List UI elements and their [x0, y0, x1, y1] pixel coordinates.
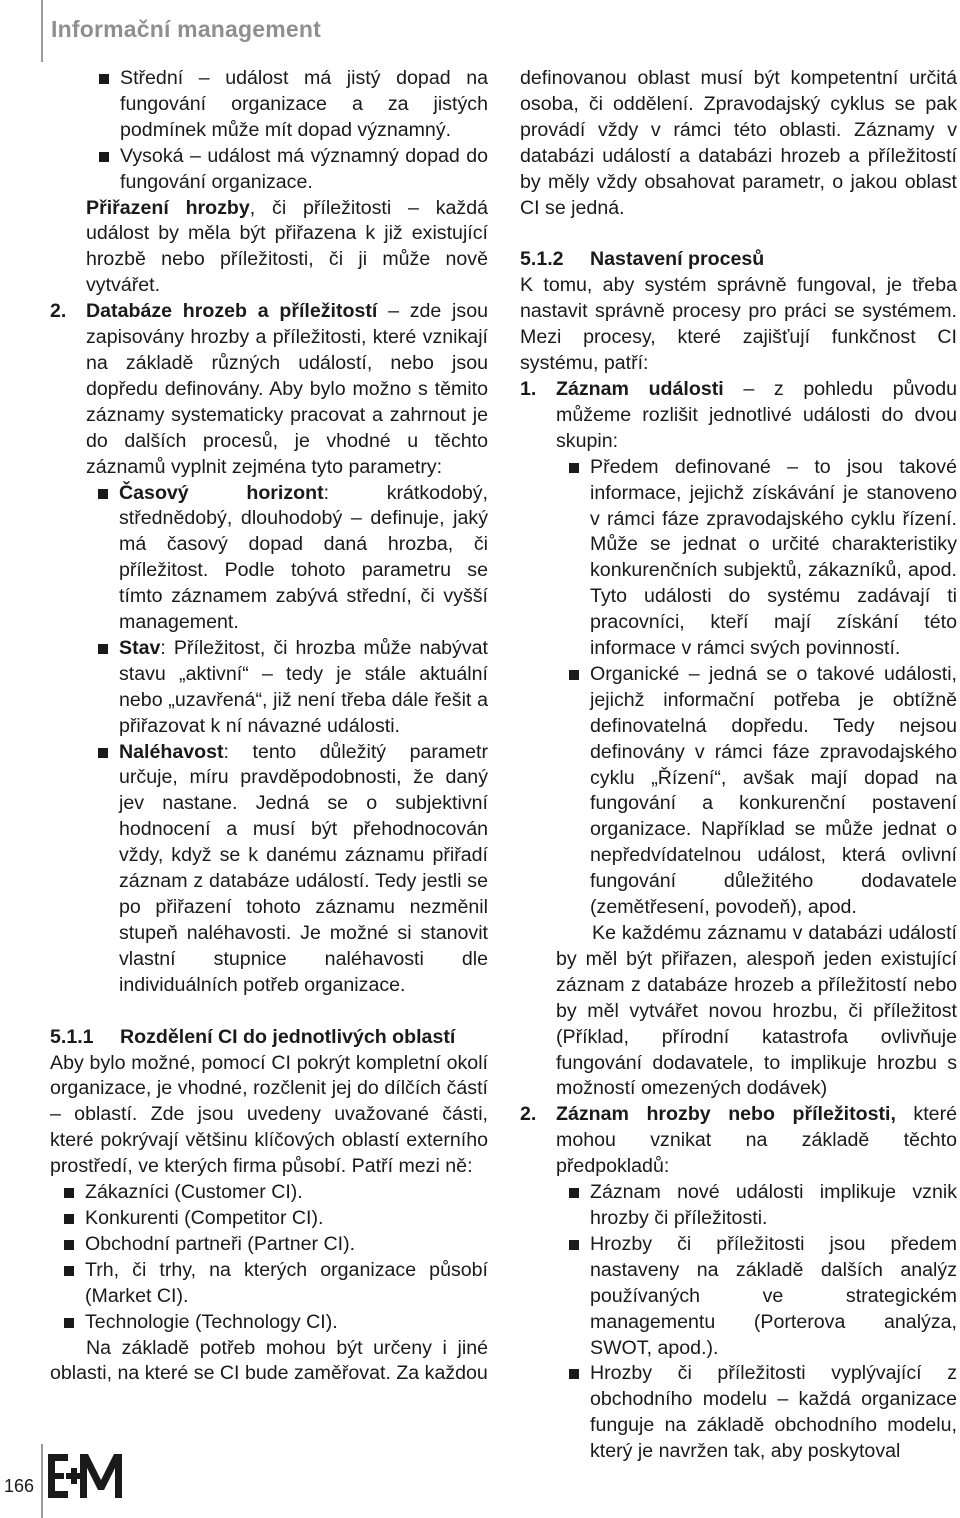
list-item: Vysoká – událost má významný dopad do fungování organizace.	[120, 144, 488, 196]
assignment-text: , či příležitosti – každá událost by měla být přiřazena k již existující hrozbě nebo příležitosti, či ji může nově vytvářet.	[86, 196, 488, 297]
continuation-paragraph: definovanou oblast musí být kompetentní určitá osoba, či oddělení. Zpravodajský cyklus se pak provádí vždy v rámci této oblasti. Záznamy v databázi událostí a databázi hrozeb a příležitostí by měly vždy obsahovat parametr, o jakou oblast CI se jedná.	[520, 67, 957, 219]
list-item: Hrozby či příležitosti jsou předem nastaveny na základě dalších analýz používaných ve strategickém managementu (Porterova analýza, SWOT, apod.).	[590, 1232, 957, 1362]
database-term: Databáze hrozeb a příležitostí	[86, 300, 378, 323]
list-item: Technologie (Technology CI).	[85, 1310, 488, 1336]
list-item: Trh, či trhy, na kterých organizace působí (Market CI).	[85, 1258, 488, 1310]
item-number: 1.	[520, 377, 537, 400]
section-number: 5.1.1	[50, 1025, 94, 1048]
parameter-term: Časový horizont	[119, 481, 324, 504]
page-number: 166	[3, 1476, 35, 1496]
left-column	[50, 66, 488, 1387]
closing-paragraph: Na základě potřeb mohou být určeny i jiné oblasti, na které se CI bude zaměřovat. Za každou	[50, 1336, 488, 1385]
section-title: Rozdělení CI do jednotlivých oblastí	[120, 1025, 456, 1048]
parameter-text: : tento důležitý parametr určuje, míru pravděpodobnosti, že daný jev nastane. Jedná se o subjektivní hodnocení a musí být přehodnocován vždy, když se k danému záznamu přiřadí záznam z databáze událostí. Tedy jestli se po přiřazení tohoto záznamu nezměnil stupeň naléhavosti. Je možné si stanovit vlastní stupnice naléhavosti dle individuálních potřeb organizace.	[119, 740, 488, 996]
parameter-term: Stav	[119, 636, 161, 659]
footer-rule	[41, 1444, 43, 1518]
running-header: Informační management	[51, 16, 322, 42]
section-body: K tomu, aby systém správně fungoval, je třeba nastavit správně procesy pro práci se systémem. Mezi procesy, které zajišťují funkčnost CI systému, patří:	[520, 274, 957, 375]
database-text: – zde jsou zapisovány hrozby a příležitosti, které vznikají na základě různých událostí, nebo jsou dopředu definovány. Aby bylo možno s těmito záznamy systematicky pracovat a zahrnout je do dalších procesů, je vhodné u těchto záznamů vyplnit zejména tyto parametry:	[86, 300, 488, 478]
parameter-item	[119, 481, 488, 636]
list-item: Hrozby či příležitosti vyplývající z obchodního modelu – každá organizace funguje na základě obchodního modelu, který je navržen tak, aby poskytoval	[590, 1361, 957, 1465]
parameter-term: Naléhavost	[119, 740, 224, 763]
section-body: Aby bylo možné, pomocí CI pokrýt kompletní okolí organizace, je vhodné, rozčlenit jej do dílčích částí – oblastí. Zde jsou uvedeny uvažované části, které pokrývají většinu klíčových oblastí externího prostředí, ve kterých firma působí. Patří mezi ně:	[50, 1051, 488, 1178]
section-number: 5.1.2	[520, 248, 564, 271]
assignment-term: Přiřazení hrozby	[86, 196, 250, 219]
parameter-item	[119, 636, 488, 740]
threat-record-term: Záznam hrozby nebo příležitosti,	[556, 1103, 896, 1126]
event-record-term: Záznam události	[556, 377, 724, 400]
right-column	[520, 66, 957, 1465]
event-record-after: Ke každému záznamu v databázi událostí by měl být přiřazen, alespoň jeden existující záznam z databáze hrozeb a příležitostí nebo by měl vytvářet novou hrozbu, či příležitost (Příklad, přírodní katastrofa ovlivňuje fungování dodavatele, to implikuje hrozbu s možností omezených dodávek)	[556, 922, 957, 1100]
item-number: 2.	[50, 300, 67, 323]
item-number: 2.	[520, 1103, 537, 1126]
parameter-text: : krátkodobý, střednědobý, dlouhodobý – definuje, jaký má časový dopad daná hrozba, či příležitost. Podle tohoto parametru se tímto záznamem zabývá střední, či vyšší management.	[119, 481, 488, 634]
section-title: Nastavení procesů	[590, 248, 765, 271]
list-item: Konkurenti (Competitor CI).	[85, 1206, 488, 1232]
list-item: Organické – jedná se o takové události, jejichž informační potřeba je obtížně definovatelná dopředu. Tedy nejsou definovány v rámci fáze zpravodajského cyklu „Řízení“, avšak mají dopad na fungování a konkurenční postavení organizace. Například se může jednat o nepředvídatelnou událost, která ovlivní fungování důležitého dodavatele (zemětřesení, povodeň), apod.	[590, 662, 957, 921]
parameter-list	[119, 481, 488, 999]
list-item: Zákazníci (Customer CI).	[85, 1180, 488, 1206]
parameter-item	[119, 740, 488, 999]
event-group-list	[590, 455, 957, 921]
journal-logo	[48, 1450, 124, 1506]
threat-record-item	[520, 1102, 957, 1465]
assumption-list	[590, 1180, 957, 1465]
event-record-item	[520, 377, 957, 1102]
ci-area-list	[85, 1180, 488, 1335]
severity-list	[120, 66, 488, 196]
list-item: Záznam nové události implikuje vznik hrozby či příležitosti.	[590, 1180, 957, 1232]
list-item: Střední – událost má jistý dopad na fungování organizace a za jistých podmínek může mít dopad významný.	[120, 66, 488, 144]
list-item: Předem definované – to jsou takové informace, jejichž získávání je stanoveno v rámci fáze zpravodajského cyklu řízení. Může se jednat o určité charakteristiky konkurenčních subjektů, zákazníků, apod. Tyto události do systému zadávají ti pracovníci, kteří mají získání této informace v rámci svých povinností.	[590, 455, 957, 662]
database-item	[50, 299, 488, 998]
event-record-text: – z pohledu původu můžeme rozlišit jednotlivé události do dvou skupin:	[556, 377, 957, 452]
section-heading-512	[520, 247, 957, 273]
list-item: Obchodní partneři (Partner CI).	[85, 1232, 488, 1258]
parameter-text: : Příležitost, či hrozba může nabývat stavu „aktivní“ – tedy je stále aktuální nebo „uzavřená“, již není třeba dále řešit a přiřazovat k ní návazné události.	[119, 636, 488, 737]
header-rule	[41, 0, 43, 62]
assignment-paragraph	[86, 196, 488, 300]
threat-record-text: které mohou vznikat na základě těchto předpokladů:	[556, 1103, 957, 1178]
section-heading-511	[50, 1025, 488, 1051]
